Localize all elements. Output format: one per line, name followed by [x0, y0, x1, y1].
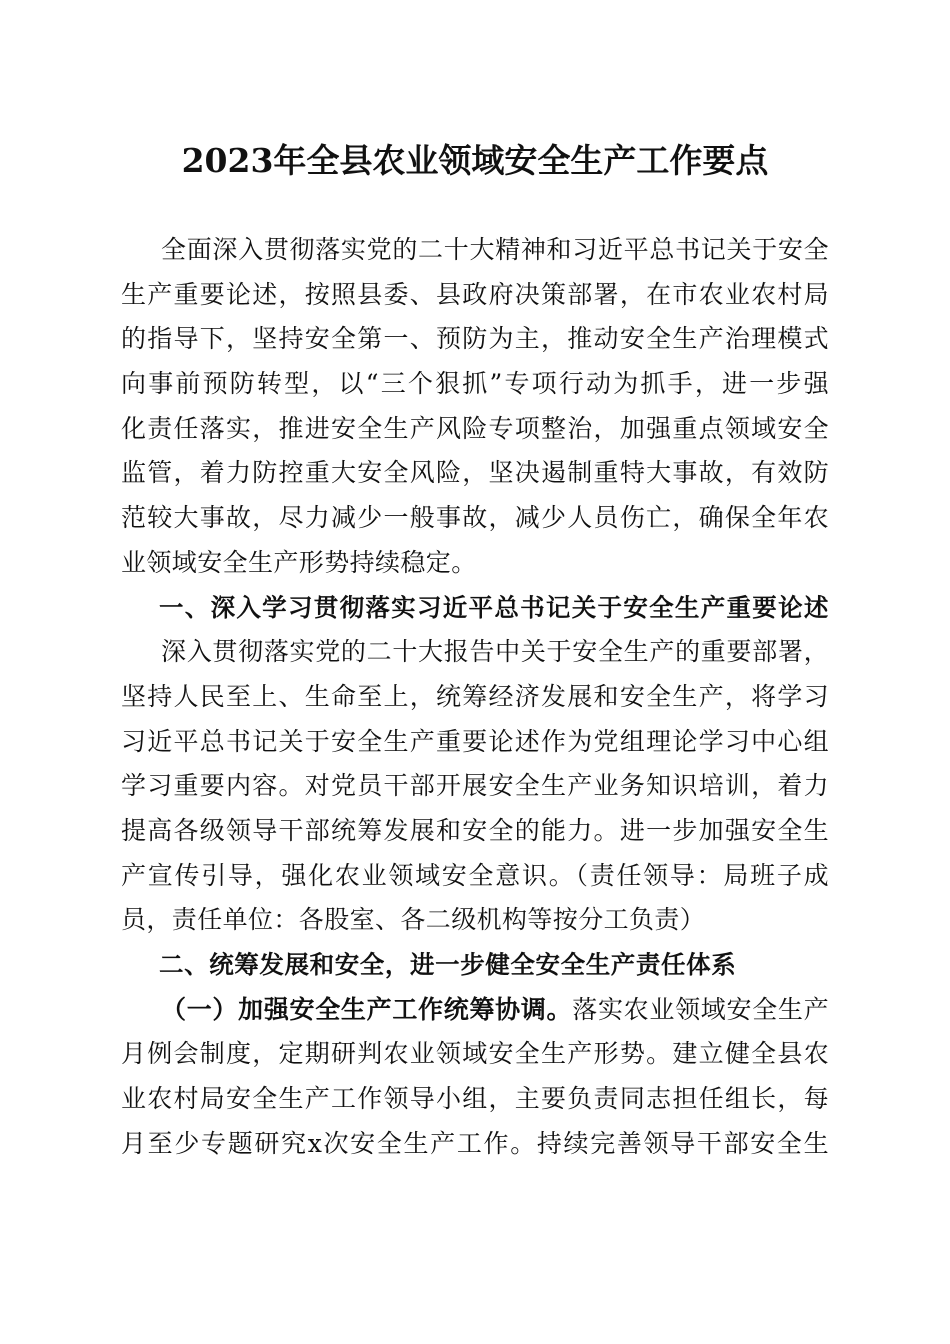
intro-line: 监管，着力防控重大安全风险，坚决遏制重特大事故，有效防: [121, 458, 829, 488]
section-2-heading: 二、统筹发展和安全，进一步健全安全生产责任体系: [159, 950, 737, 979]
section-1-line: 习近平总书记关于安全生产重要论述作为党组理论学习中心组: [121, 726, 829, 756]
section-1-line: 坚持人民至上、生命至上，统筹经济发展和安全生产，将学习: [121, 681, 829, 711]
section-2-sub1-first-line: [121, 988, 829, 1033]
intro-line: 向事前预防转型，以“三个狠抓”专项行动为抓手，进一步强: [121, 369, 829, 399]
intro-line: 业领域安全生产形势持续稳定。: [121, 547, 477, 577]
section-1-line: 员，责任单位：各股室、各二级机构等按分工负责）: [121, 905, 706, 935]
section-2-sub1-heading: （一）加强安全生产工作统筹协调。: [161, 994, 573, 1024]
section-1-line: 提高各级领导干部统筹发展和安全的能力。进一步加强安全生: [121, 815, 829, 845]
intro-line: 生产重要论述，按照县委、县政府决策部署，在市农业农村局: [121, 279, 829, 309]
section-2-sub1-line: 业农村局安全生产工作领导小组，主要负责同志担任组长，每: [121, 1084, 829, 1114]
section-1-line: 深入贯彻落实党的二十大报告中关于安全生产的重要部署，: [161, 637, 829, 667]
section-1-heading: 一、深入学习贯彻落实习近平总书记关于安全生产重要论述: [159, 592, 829, 622]
document-title: 2023年全县农业领域安全生产工作要点: [181, 141, 769, 180]
section-2-sub1-line: 月至少专题研究x次安全生产工作。持续完善领导干部安全生: [121, 1128, 829, 1158]
section-2-sub1-text: 落实农业领域安全生产: [572, 994, 829, 1024]
document-body: [121, 228, 829, 1166]
section-1-line: 产宣传引导，强化农业领域安全意识。（责任领导：局班子成: [121, 860, 829, 890]
intro-line: 的指导下，坚持安全第一、预防为主，推动安全生产治理模式: [121, 324, 829, 354]
intro-line: 化责任落实，推进安全生产风险专项整治，加强重点领域安全: [121, 413, 829, 443]
section-2-sub1-line: 月例会制度，定期研判农业领域安全生产形势。建立健全县农: [121, 1039, 829, 1069]
intro-line: 全面深入贯彻落实党的二十大精神和习近平总书记关于安全: [161, 235, 829, 264]
intro-line: 范较大事故，尽力减少一般事故，减少人员伤亡，确保全年农: [121, 503, 829, 533]
section-1-line: 学习重要内容。对党员干部开展安全生产业务知识培训，着力: [121, 771, 829, 801]
